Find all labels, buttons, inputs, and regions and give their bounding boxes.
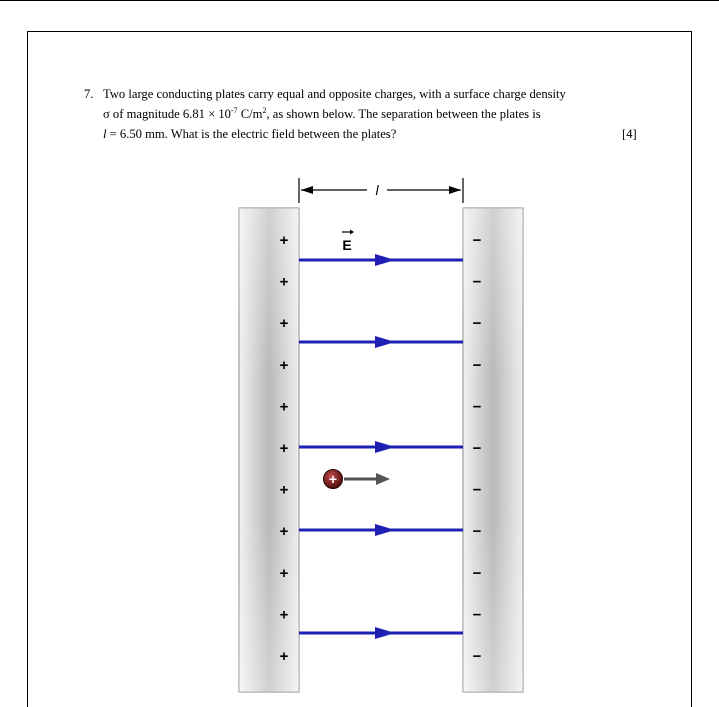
- question-exponent-1: -7: [230, 106, 238, 115]
- force-arrow-head: [376, 473, 390, 485]
- minus-charge: −: [472, 232, 482, 249]
- plus-charge: +: [279, 523, 289, 541]
- question-line-3-rest: = 6.50 mm. What is the electric field between the plates?: [106, 127, 397, 141]
- plus-charge: +: [279, 315, 289, 333]
- question-line-2-suffix: , as shown below. The separation between the plates is: [266, 107, 541, 121]
- question-separation-symbol: l: [103, 127, 107, 141]
- dimension-arrowhead-right: [449, 186, 461, 194]
- separation-label: l: [375, 182, 379, 198]
- question-line-1: Two large conducting plates carry equal and opposite charges, with a surface charge density: [103, 87, 566, 101]
- question-exponent-2: 2: [262, 106, 267, 115]
- field-vector-arrowhead: [350, 230, 354, 235]
- field-line: [299, 254, 463, 266]
- minus-charge: −: [472, 523, 482, 541]
- field-line: [299, 441, 463, 453]
- test-charge: [324, 470, 343, 489]
- field-line: [299, 524, 463, 536]
- minus-charge: −: [472, 481, 482, 499]
- field-lines: [299, 254, 463, 639]
- positive-plate: [239, 208, 299, 692]
- minus-charge: −: [472, 356, 482, 374]
- question-line-2-prefix: σ of magnitude 6.81 × 10: [103, 107, 231, 121]
- question-number: 7.: [84, 87, 94, 101]
- plus-charge: +: [279, 232, 289, 249]
- question-marks: [4]: [622, 127, 637, 141]
- field-line: [299, 336, 463, 348]
- test-charge-symbol: +: [328, 471, 338, 487]
- plus-charge: +: [279, 398, 289, 416]
- minus-charge: −: [472, 648, 482, 665]
- minus-charge: −: [472, 564, 482, 582]
- plus-charge: +: [279, 606, 289, 624]
- plus-charge: +: [279, 481, 289, 499]
- minus-charge: −: [472, 440, 482, 457]
- plus-charge: +: [279, 564, 289, 582]
- dimension-arrowhead-left: [301, 186, 313, 194]
- minus-charge: −: [472, 273, 482, 291]
- minus-charge: −: [472, 315, 482, 333]
- plus-charge: +: [279, 440, 289, 457]
- question-line-2-mid: C/m: [237, 107, 263, 121]
- plus-charge: +: [279, 273, 289, 291]
- minus-charge: −: [472, 606, 482, 624]
- plus-charge: +: [279, 356, 289, 374]
- minus-charge: −: [472, 398, 482, 416]
- field-label: E: [342, 237, 352, 253]
- plus-charge: +: [279, 648, 289, 665]
- field-line: [299, 627, 463, 639]
